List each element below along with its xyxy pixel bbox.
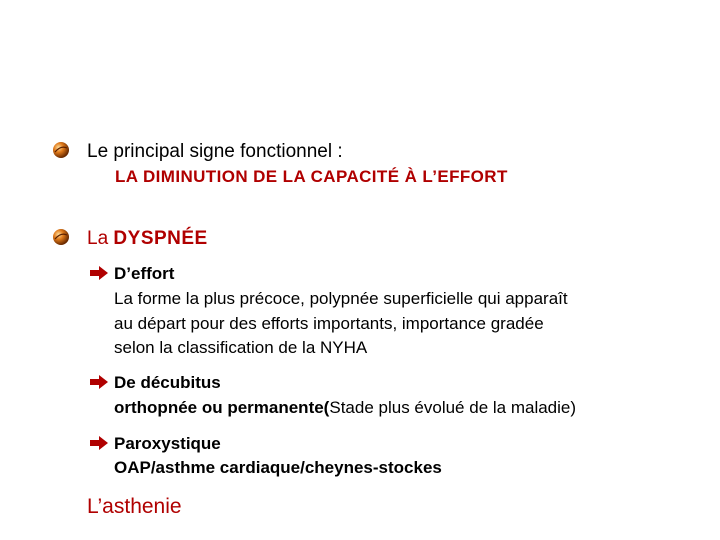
section1-highlight: LA DIMINUTION DE LA CAPACITÉ À L’EFFORT [115, 167, 508, 186]
item2-detail-bold: orthopnée ou permanente( [114, 398, 330, 417]
section2-title-prefix: La [87, 228, 114, 249]
item3-heading: Paroxystique [114, 434, 221, 453]
item2-heading: De décubitus [114, 373, 221, 392]
orange-bullet-icon [52, 141, 70, 159]
section2-title-word: DYSPNÉE [113, 228, 208, 249]
item1-line: au départ pour des efforts importants, importance gradée [114, 314, 544, 333]
item1-line: La forme la plus précoce, polypnée superficielle qui apparaît [114, 289, 568, 308]
item2-detail-normal: Stade plus évolué de la maladie) [329, 398, 577, 417]
item1-heading: D’effort [114, 264, 175, 283]
orange-bullet-icon [52, 228, 70, 246]
item2-detail [114, 396, 576, 420]
item1-line: selon la classification de la NYHA [114, 338, 368, 357]
item3-detail: OAP/asthme cardiaque/cheynes-stockes [114, 458, 442, 477]
section1-title: Le principal signe fonctionnel : [87, 141, 343, 162]
right-arrow-icon [89, 265, 109, 281]
section2-title [87, 227, 208, 251]
right-arrow-icon [89, 374, 109, 390]
right-arrow-icon [89, 435, 109, 451]
section3-title: L’asthenie [87, 495, 182, 518]
